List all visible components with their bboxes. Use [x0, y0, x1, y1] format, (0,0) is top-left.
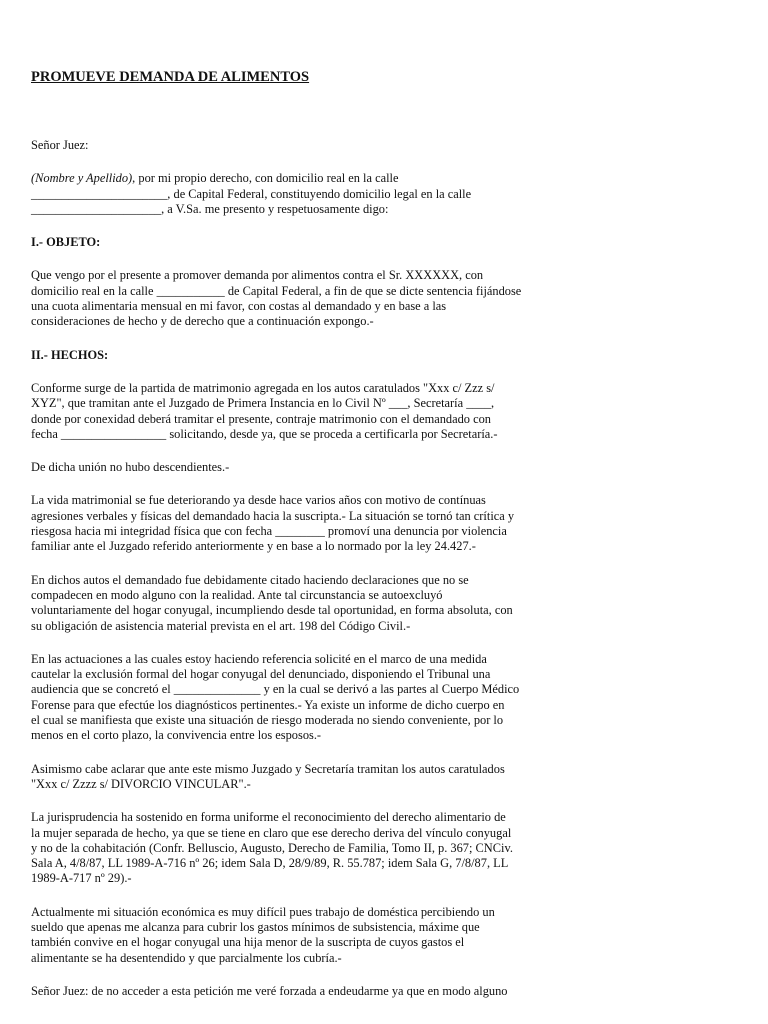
greeting: Señor Juez: [31, 138, 89, 152]
hechos-paragraph-6: Asimismo cabe aclarar que ante este mismo Juzgado y Secretaría tramitan los autos caratulados "Xxx c/ Zzzz s/ DIVORCIO VINCULAR".- [31, 761, 505, 791]
objeto-paragraph: Que vengo por el presente a promover demanda por alimentos contra el Sr. XXXXXX, con domicilio real en la calle ___________ de Capital Federal, a fin de que se dicte sentencia fijándose una cuota alimentaria mensual en mi favor, con costas al demandado y en base a las consideraciones de hecho y de derecho que a continuación expongo.- [31, 268, 522, 329]
hechos-paragraph-8: Actualmente mi situación económica es muy difícil pues trabajo de doméstica percibiendo un sueldo que apenas me alcanza para cubrir los gastos mínimos de subsistencia, máxime que también convive en el hogar conyugal una hija menor de la suscripta de cuyos gastos el alimentante se ha desentendido y que parcialmente los cubría.- [31, 904, 495, 965]
hechos-paragraph-4: En dichos autos el demandado fue debidamente citado haciendo declaraciones que no se compadecen en modo alguno con la realidad. Ante tal circunstancia se autoexcluyó voluntariamente del hogar conyugal, incumpliendo desde tal oportunidad, en forma absoluta, con su obligación de asistencia material prevista en el art. 198 del Código Civil.- [31, 572, 513, 633]
hechos-paragraph-9: Señor Juez: de no acceder a esta petición me veré forzada a endeudarme ya que en modo alguno [31, 983, 508, 998]
hechos-paragraph-1: Conforme surge de la partida de matrimonio agregada en los autos caratulados "Xxx c/ Zzz s/ XYZ", que tramitan ante el Juzgado de Primera Instancia en lo Civil Nº ___, Secretaría ____, donde por conexidad deberá tramitar el presente, contraje matrimonio con el demandado con fecha _________________ solicitando, desde ya, que se proceda a certificarla por Secretaría.- [31, 380, 498, 441]
hechos-paragraph-2: De dicha unión no hubo descendientes.- [31, 460, 230, 475]
hechos-paragraph-3: La vida matrimonial se fue deteriorando ya desde hace varios años con motivo de contínuas agresiones verbales y físicas del demandado hacia la suscripta.- La situación se tornó tan crítica y riesgosa hacia mi integridad física que con fecha ________ promoví una denuncia por violencia familiar ante el Juzgado referido anteriormente y en base a lo normado por la ley 24.427.- [31, 493, 515, 554]
document-title: PROMUEVE DEMANDA DE ALIMENTOS [31, 69, 310, 85]
section-heading-hechos: II.- HECHOS: [31, 347, 109, 362]
document-page [31, 68, 541, 1017]
name-placeholder: (Nombre y Apellido) [31, 171, 133, 186]
hechos-paragraph-5: En las actuaciones a las cuales estoy haciendo referencia solicité en el marco de una medida cautelar la exclusión formal del hogar conyugal del denunciado, disponiendo el Tribunal una audiencia que se concretó el ______________ y en la cual se derivó a las partes al Cuerpo Médico Forense para que efectúe los diagnósticos pertinentes.- Ya existe un informe de dicho cuerpo en el cual se manifiesta que existe una situación de riesgo moderada no siendo conveniente, por lo menos en el corto plazo, la convivencia entre los esposos.- [31, 651, 520, 743]
intro-paragraph [31, 171, 541, 217]
section-heading-objeto: I.- OBJETO: [31, 235, 101, 250]
hechos-paragraph-7: La jurisprudencia ha sostenido en forma uniforme el reconocimiento del derecho alimentario de la mujer separada de hecho, ya que se tiene en claro que ese derecho deriva del vínculo conyugal y no de la cohabitación (Confr. Belluscio, Augusto, Derecho de Familia, Tomo II, p. 367; CNCiv. Sala A, 4/8/87, LL 1989-A-716 nº 26; idem Sala D, 28/9/89, R. 55.787; idem Sala G, 7/8/87, LL 1989-A-717 nº 29).- [31, 810, 513, 886]
intro-text: , por mi propio derecho, con domicilio real en la calle ______________________, de Capital Federal, constituyendo domicilio legal en la calle _____________________, a V.Sa. me presento y respetuosamente digo: [31, 171, 472, 216]
